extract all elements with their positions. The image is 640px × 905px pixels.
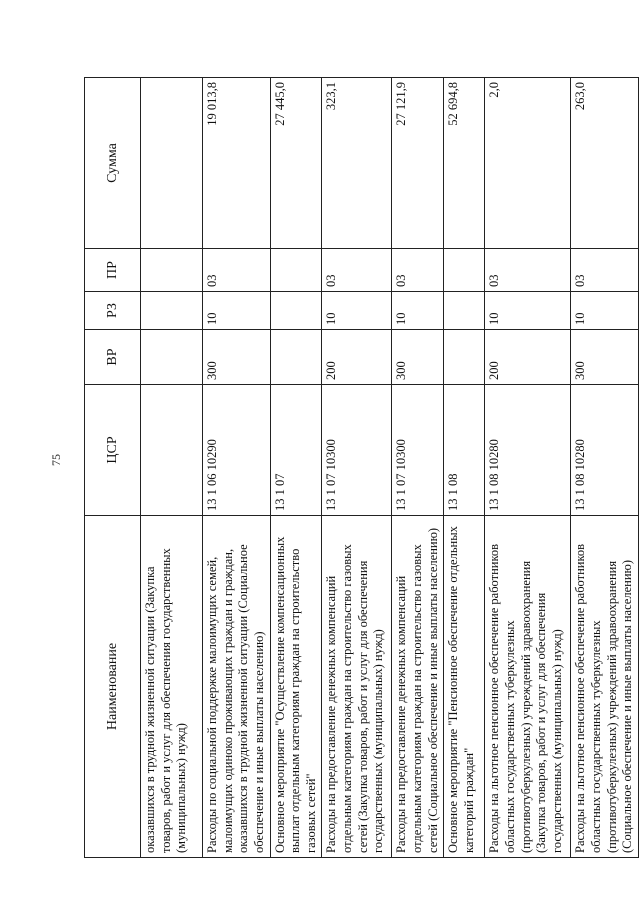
row-name: Расходы на предоставление денежных компенсаций отдельным категориям граждан на строительство газовых сетей (Закупка товаров, работ и услуг для обеспечения государственных (муниципальных) нужд) bbox=[322, 516, 392, 858]
row-rz: 10 bbox=[392, 292, 444, 330]
row-csr: 13 1 07 10300 bbox=[322, 385, 392, 516]
row-sum: 323,1 bbox=[322, 78, 392, 249]
row-pr bbox=[141, 249, 203, 292]
row-rz: 10 bbox=[322, 292, 392, 330]
header-name: Наименование bbox=[85, 516, 141, 858]
table-row bbox=[322, 78, 392, 858]
row-pr bbox=[270, 249, 322, 292]
row-name: Расходы на льготное пенсионное обеспечение работников областных государственных туберкулезных (противотуберкулезных) учреждений здравоохранения (Социальное обеспечение и иные выплаты населению) bbox=[571, 516, 639, 858]
row-pr: 03 bbox=[485, 249, 571, 292]
row-csr: 13 1 08 10280 bbox=[571, 385, 639, 516]
row-name: оказавшихся в трудной жизненной ситуации (Закупка товаров, работ и услуг для обеспечения государственных (муниципальных) нужд) bbox=[141, 516, 203, 858]
table-header-row bbox=[85, 78, 141, 858]
header-vr: ВР bbox=[85, 330, 141, 385]
row-rz: 10 bbox=[571, 292, 639, 330]
row-sum: 19 013,8 bbox=[203, 78, 271, 249]
row-pr: 03 bbox=[571, 249, 639, 292]
table-row bbox=[141, 78, 203, 858]
row-sum: 27 121,9 bbox=[392, 78, 444, 249]
row-csr: 13 1 07 10300 bbox=[392, 385, 444, 516]
header-pr: ПР bbox=[85, 249, 141, 292]
table-row bbox=[270, 78, 322, 858]
header-sum: Сумма bbox=[85, 78, 141, 249]
row-pr: 03 bbox=[322, 249, 392, 292]
header-rz: РЗ bbox=[85, 292, 141, 330]
row-sum: 52 694,8 bbox=[444, 78, 485, 249]
row-sum: 263,0 bbox=[571, 78, 639, 249]
row-pr bbox=[444, 249, 485, 292]
table-row bbox=[392, 78, 444, 858]
row-vr: 200 bbox=[485, 330, 571, 385]
row-rz: 10 bbox=[203, 292, 271, 330]
row-csr: 13 1 08 bbox=[444, 385, 485, 516]
row-sum: 27 445,0 bbox=[270, 78, 322, 249]
row-vr: 300 bbox=[571, 330, 639, 385]
table-row bbox=[203, 78, 271, 858]
row-vr bbox=[141, 330, 203, 385]
row-name: Основное мероприятие "Пенсионное обеспечение отдельных категорий граждан" bbox=[444, 516, 485, 858]
budget-table bbox=[84, 77, 639, 858]
row-csr bbox=[141, 385, 203, 516]
row-name: Основное мероприятие "Осуществление компенсационных выплат отдельным категориям граждан на строительство газовых сетей" bbox=[270, 516, 322, 858]
row-vr bbox=[270, 330, 322, 385]
row-sum: 2,0 bbox=[485, 78, 571, 249]
row-csr: 13 1 07 bbox=[270, 385, 322, 516]
table-row bbox=[444, 78, 485, 858]
table-row bbox=[485, 78, 571, 858]
rotated-table-frame bbox=[84, 78, 635, 858]
row-pr: 03 bbox=[203, 249, 271, 292]
row-vr: 300 bbox=[203, 330, 271, 385]
row-rz: 10 bbox=[485, 292, 571, 330]
row-pr: 03 bbox=[392, 249, 444, 292]
row-vr: 200 bbox=[322, 330, 392, 385]
row-rz bbox=[270, 292, 322, 330]
row-name: Расходы по социальной поддержке малоимущих семей, малоимущих одиноко проживающих граждан и граждан, оказавшихся в трудной жизненной ситуации (Социальное обеспечение и иные выплаты населению) bbox=[203, 516, 271, 858]
row-name: Расходы на предоставление денежных компенсаций отдельным категориям граждан на строительство газовых сетей (Социальное обеспечение и иные выплаты населению) bbox=[392, 516, 444, 858]
row-vr: 300 bbox=[392, 330, 444, 385]
row-csr: 13 1 08 10280 bbox=[485, 385, 571, 516]
row-name: Расходы на льготное пенсионное обеспечение работников областных государственных туберкулезных (противотуберкулезных) учреждений здравоохранения (Закупка товаров, работ и услуг для обеспечения государственных (муниципальных) нужд) bbox=[485, 516, 571, 858]
table-row bbox=[571, 78, 639, 858]
row-vr bbox=[444, 330, 485, 385]
row-sum bbox=[141, 78, 203, 249]
row-rz bbox=[141, 292, 203, 330]
header-csr: ЦСР bbox=[85, 385, 141, 516]
row-rz bbox=[444, 292, 485, 330]
row-csr: 13 1 06 10290 bbox=[203, 385, 271, 516]
page-number: 75 bbox=[49, 454, 63, 466]
